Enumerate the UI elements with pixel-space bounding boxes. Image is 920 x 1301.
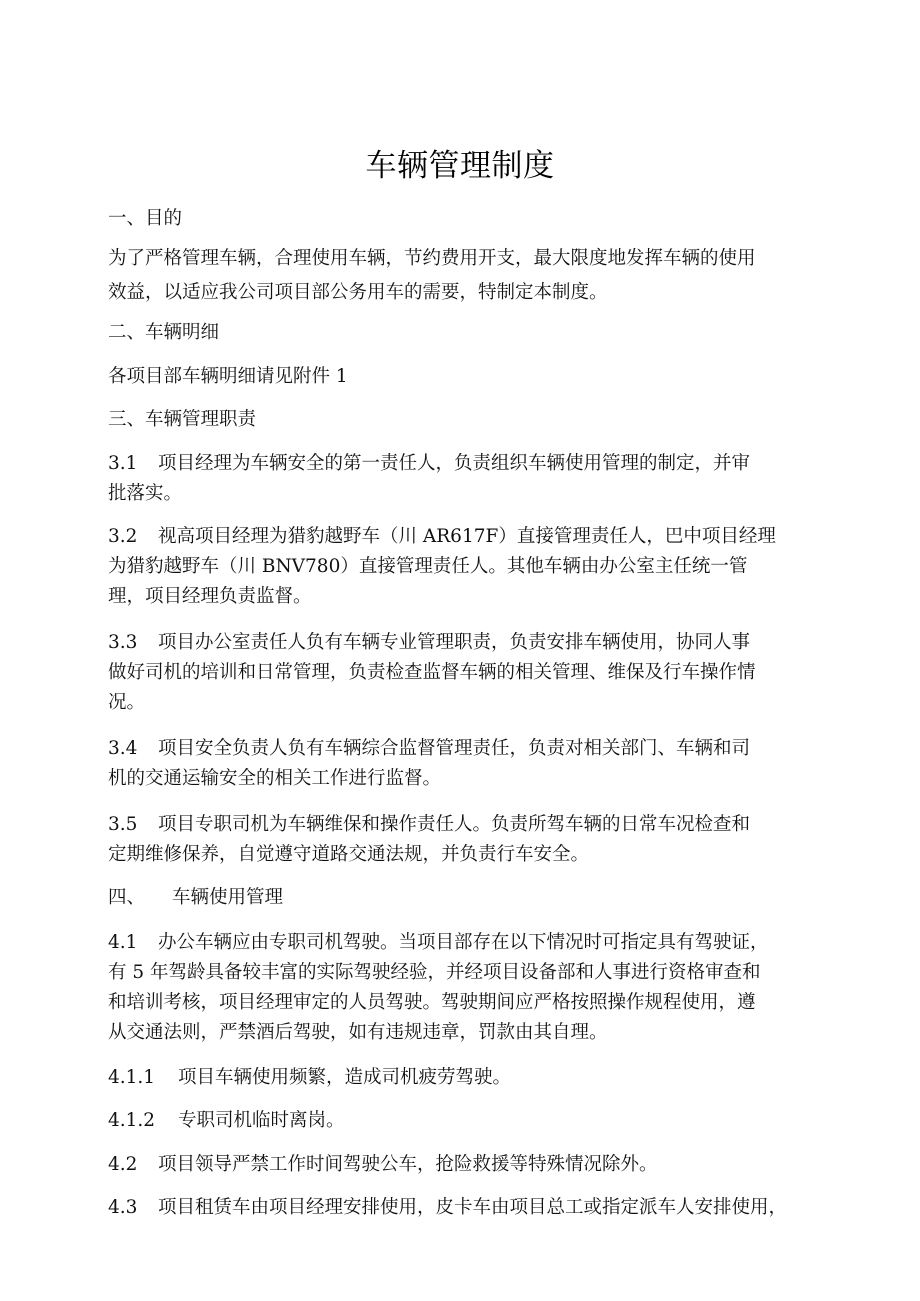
clause-number: 3.1 — [108, 453, 138, 474]
paragraph-line: 办公车辆应由专职司机驾驶。当项目部存在以下情况时可指定具有驾驶证， — [158, 932, 769, 953]
clause-4-1-1 — [108, 1063, 820, 1093]
section-3-heading: 三、车辆管理职责 — [108, 409, 257, 430]
paragraph-line: 项目安全负责人负有车辆综合监督管理责任，负责对相关部门、车辆和司 — [158, 738, 751, 759]
paragraph-line: 项目经理为车辆安全的第一责任人，负责组织车辆使用管理的制定，并审 — [158, 453, 751, 474]
clause-3-4 — [108, 734, 820, 794]
section-1-heading: 一、目的 — [108, 208, 183, 229]
section-number: 四、 — [108, 887, 146, 908]
paragraph-line: 项目办公室责任人负有车辆专业管理职责，负责安排车辆使用，协同人事 — [158, 632, 751, 653]
paragraph-line: 项目专职司机为车辆维保和操作责任人。负责所驾车辆的日常车况检查和 — [158, 814, 751, 835]
paragraph-line: 效益，以适应我公司项目部公务用车的需要，特制定本制度。 — [108, 282, 608, 303]
clause-3-2 — [108, 522, 820, 612]
paragraph-line: 项目领导严禁工作时间驾驶公车，抢险救援等特殊情况除外。 — [158, 1154, 658, 1175]
paragraph-line: 理，项目经理负责监督。 — [108, 586, 312, 607]
paragraph-line: 专职司机临时离岗。 — [178, 1110, 345, 1131]
paragraph-line: 有 5 年驾龄具备较丰富的实际驾驶经验，并经项目设备部和人事进行资格审查和 — [108, 962, 761, 983]
paragraph-line: 机的交通运输安全的相关工作进行监督。 — [108, 768, 442, 789]
clause-number: 3.2 — [108, 526, 138, 547]
paragraph-line: 况。 — [108, 692, 146, 713]
clause-number: 3.5 — [108, 814, 138, 835]
clause-3-5 — [108, 810, 820, 870]
section-2-heading: 二、车辆明细 — [108, 322, 220, 343]
clause-4-2 — [108, 1150, 820, 1180]
section-2-text: 各项目部车辆明细请见附件 1 — [108, 366, 348, 387]
clause-number: 3.4 — [108, 738, 138, 759]
paragraph-line: 视高项目经理为猎豹越野车（川 AR617F）直接管理责任人，巴中项目经理 — [158, 526, 776, 547]
paragraph-line: 从交通法则，严禁酒后驾驶，如有违规违章，罚款由其自理。 — [108, 1022, 608, 1043]
section-1-paragraph — [108, 244, 820, 308]
paragraph-line: 为猎豹越野车（川 BNV780）直接管理责任人。其他车辆由办公室主任统一管 — [108, 556, 748, 577]
section-4-heading — [108, 883, 820, 913]
clause-number: 4.2 — [108, 1154, 138, 1175]
clause-3-3 — [108, 628, 820, 718]
clause-3-1 — [108, 449, 820, 509]
clause-number: 4.1.1 — [108, 1067, 156, 1088]
paragraph-line: 项目租赁车由项目经理安排使用，皮卡车由项目总工或指定派车人安排使用， — [158, 1197, 788, 1218]
clause-number: 4.1 — [108, 932, 138, 953]
paragraph-line: 做好司机的培训和日常管理，负责检查监督车辆的相关管理、维保及行车操作情 — [108, 662, 756, 683]
paragraph-line: 为了严格管理车辆，合理使用车辆，节约费用开支，最大限度地发挥车辆的使用 — [108, 248, 756, 269]
clause-number: 4.3 — [108, 1197, 138, 1218]
clause-number: 3.3 — [108, 632, 138, 653]
clause-4-1-2 — [108, 1106, 820, 1136]
paragraph-line: 和培训考核，项目经理审定的人员驾驶。驾驶期间应严格按照操作规程使用，遵 — [108, 992, 756, 1013]
clause-4-1 — [108, 928, 820, 1048]
paragraph-line: 定期维修保养，自觉遵守道路交通法规，并负责行车安全。 — [108, 844, 590, 865]
page-title: 车辆管理制度 — [365, 148, 555, 184]
clause-4-3 — [108, 1193, 820, 1223]
paragraph-line: 批落实。 — [108, 483, 183, 504]
paragraph-line: 项目车辆使用频繁，造成司机疲劳驾驶。 — [178, 1067, 512, 1088]
clause-number: 4.1.2 — [108, 1110, 156, 1131]
section-title: 车辆使用管理 — [172, 887, 284, 908]
